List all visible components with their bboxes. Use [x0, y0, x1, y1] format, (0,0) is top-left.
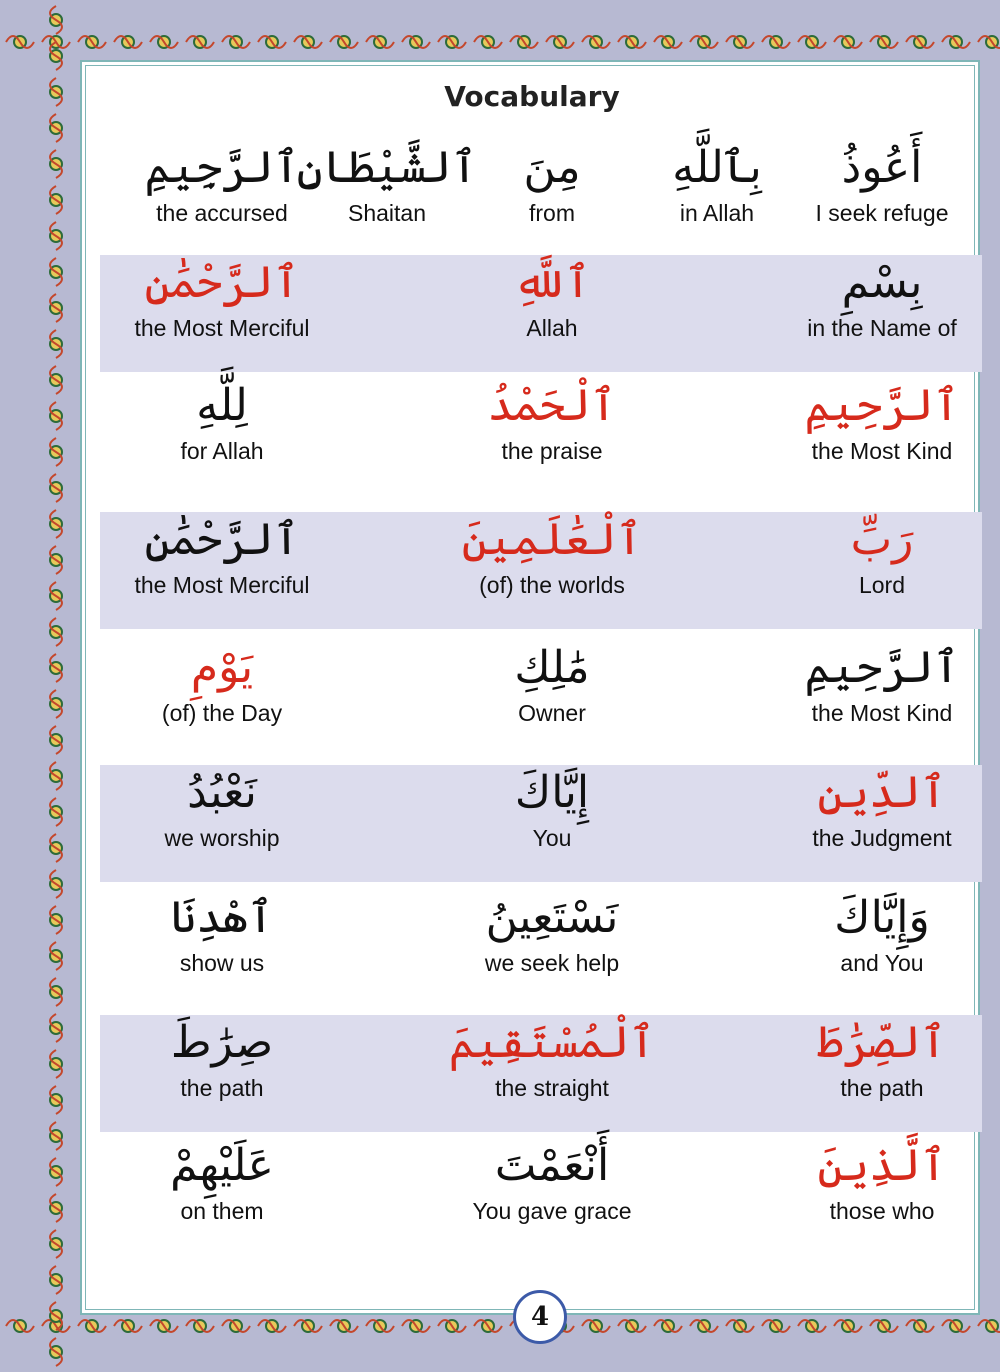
ornament-motif — [726, 1320, 754, 1332]
arabic-word: ٱلرَّحِيمِ — [804, 380, 960, 431]
arabic-word: ٱلشَّيْطَانِ — [296, 142, 478, 193]
english-meaning: Lord — [858, 572, 906, 598]
english-meaning: the path — [180, 1075, 264, 1101]
english-meaning: the Most Kind — [811, 438, 953, 464]
vocab-item — [442, 763, 662, 852]
ornament-motif — [978, 36, 1000, 48]
english-meaning: Shaitan — [347, 200, 426, 226]
vocab-item — [772, 888, 992, 977]
vocab-item — [772, 510, 992, 599]
arabic-word: ٱلرَّحِيمِ — [804, 642, 960, 693]
ornament-motif — [50, 402, 62, 430]
ornament-motif — [50, 294, 62, 322]
vocab-item — [442, 1136, 662, 1225]
english-meaning: on them — [180, 1198, 264, 1224]
ornament-motif — [330, 1320, 358, 1332]
english-meaning: the Most Kind — [811, 700, 953, 726]
vocab-item — [772, 638, 992, 727]
arabic-word: صِرَٰطَ — [170, 1017, 274, 1068]
arabic-word: ٱهْدِنَا — [170, 892, 274, 943]
ornament-motif — [50, 1050, 62, 1078]
arabic-word: ٱللَّهِ — [513, 257, 591, 308]
ornament-motif — [50, 1230, 62, 1258]
ornament-motif — [6, 36, 34, 48]
ornament-motif — [366, 1320, 394, 1332]
page-title: Vocabulary — [444, 80, 620, 113]
english-meaning: the path — [840, 1075, 924, 1101]
arabic-word: بِٱللَّهِ — [672, 142, 762, 193]
ornament-motif — [690, 1320, 718, 1332]
english-meaning: those who — [829, 1198, 935, 1224]
ornament-motif — [978, 1320, 1000, 1332]
english-meaning: You gave grace — [472, 1198, 632, 1224]
ornament-motif — [222, 36, 250, 48]
ornament-motif — [150, 36, 178, 48]
arabic-word: ٱلدِّينِ — [817, 767, 947, 818]
arabic-word: ٱلْحَمْدُ — [487, 380, 617, 431]
arabic-word: مَٰلِكِ — [514, 642, 590, 693]
ornament-motif — [402, 36, 430, 48]
ornament-motif — [186, 1320, 214, 1332]
ornament-motif — [50, 798, 62, 826]
ornament-motif — [50, 726, 62, 754]
ornament-motif — [546, 36, 574, 48]
ornament-motif — [870, 1320, 898, 1332]
ornament-motif — [510, 36, 538, 48]
arabic-word: لِلَّهِ — [196, 380, 248, 431]
ornament-motif — [762, 36, 790, 48]
ornament-motif — [50, 78, 62, 106]
vocab-item — [112, 888, 332, 977]
ornament-motif — [942, 1320, 970, 1332]
arabic-word: بِسْمِ — [841, 257, 923, 308]
english-meaning: in the Name of — [807, 315, 957, 341]
ornament-motif — [906, 36, 934, 48]
english-meaning: the Most Merciful — [134, 315, 310, 341]
vocab-item — [112, 763, 332, 852]
ornament-motif — [762, 1320, 790, 1332]
vocab-item — [442, 253, 662, 342]
ornament-motif — [474, 36, 502, 48]
ornament-motif — [114, 1320, 142, 1332]
ornament-motif — [50, 690, 62, 718]
page-number: 4 — [513, 1290, 567, 1344]
ornament-motif — [50, 474, 62, 502]
arabic-word: أَعُوذُ — [841, 142, 923, 193]
ornament-motif — [906, 1320, 934, 1332]
ornament-motif — [258, 1320, 286, 1332]
ornament-motif — [50, 330, 62, 358]
vocab-item — [772, 1013, 992, 1102]
ornament-motif — [50, 762, 62, 790]
english-meaning: we seek help — [484, 950, 620, 976]
ornament-motif — [78, 36, 106, 48]
arabic-word: رَبِّ — [850, 514, 914, 565]
english-meaning: the Most Merciful — [134, 572, 310, 598]
vocab-item — [442, 1013, 662, 1102]
ornament-motif — [50, 1086, 62, 1114]
arabic-word: ٱلْمُسْتَقِيمَ — [448, 1017, 656, 1068]
ornament-motif — [50, 1122, 62, 1150]
vocab-item — [112, 510, 332, 599]
vocab-item — [772, 376, 992, 465]
vocabulary-page — [80, 60, 980, 1315]
english-meaning: Owner — [518, 700, 586, 726]
ornament-motif — [50, 834, 62, 862]
ornament-motif — [222, 1320, 250, 1332]
ornament-motif — [870, 36, 898, 48]
ornament-motif — [186, 36, 214, 48]
ornament-motif — [50, 510, 62, 538]
english-meaning: for Allah — [180, 438, 264, 464]
ornament-motif — [50, 114, 62, 142]
arabic-word: وَإِيَّاكَ — [834, 892, 930, 943]
ornament-motif — [618, 36, 646, 48]
english-meaning: Allah — [526, 315, 578, 341]
ornament-motif — [50, 258, 62, 286]
ornament-motif — [834, 1320, 862, 1332]
vocab-item — [112, 1136, 332, 1225]
ornament-motif — [294, 1320, 322, 1332]
ornament-motif — [50, 906, 62, 934]
ornament-motif — [50, 150, 62, 178]
english-meaning: in Allah — [679, 200, 755, 226]
ornament-motif — [50, 978, 62, 1006]
ornament-motif — [50, 942, 62, 970]
arabic-word: نَسْتَعِينُ — [485, 892, 619, 943]
ornament-motif — [582, 1320, 610, 1332]
ornament-motif — [50, 1194, 62, 1222]
vocab-item — [442, 376, 662, 465]
english-meaning: and You — [840, 950, 924, 976]
ornament-motif — [942, 36, 970, 48]
ornament-motif — [78, 1320, 106, 1332]
vocab-item — [112, 376, 332, 465]
english-meaning: we worship — [164, 825, 280, 851]
ornament-motif — [438, 1320, 466, 1332]
ornament-motif — [294, 36, 322, 48]
arabic-word: ٱلْعَٰلَمِينَ — [461, 514, 643, 565]
ornament-motif — [150, 1320, 178, 1332]
ornament-motif — [50, 222, 62, 250]
ornament-motif — [50, 1014, 62, 1042]
arabic-word: عَلَيْهِمْ — [170, 1140, 274, 1191]
vocab-item — [442, 888, 662, 977]
ornament-motif — [330, 36, 358, 48]
ornament-motif — [690, 36, 718, 48]
english-meaning: the Judgment — [812, 825, 952, 851]
left-ornament-border — [36, 0, 76, 1372]
ornament-motif — [114, 36, 142, 48]
ornament-motif — [654, 36, 682, 48]
ornament-motif — [50, 1266, 62, 1294]
arabic-word: ٱلرَّحْمَٰنِ — [144, 514, 300, 565]
arabic-word: ٱلَّذِينَ — [817, 1140, 947, 1191]
ornament-motif — [50, 366, 62, 394]
ornament-motif — [50, 186, 62, 214]
vocab-item — [112, 1013, 332, 1102]
vocab-item — [442, 638, 662, 727]
english-meaning: I seek refuge — [815, 200, 949, 226]
arabic-word: ٱلرَّجِيمِ — [144, 142, 300, 193]
vocab-item — [442, 510, 662, 599]
vocab-item — [772, 1136, 992, 1225]
ornament-motif — [834, 36, 862, 48]
ornament-motif — [50, 1302, 62, 1330]
ornament-motif — [50, 582, 62, 610]
ornament-motif — [50, 438, 62, 466]
english-meaning: from — [529, 200, 575, 226]
ornament-motif — [50, 42, 62, 70]
ornament-motif — [6, 1320, 34, 1332]
arabic-word: يَوْمِ — [190, 642, 254, 693]
ornament-motif — [258, 36, 286, 48]
english-meaning: the straight — [495, 1075, 609, 1101]
ornament-motif — [726, 36, 754, 48]
ornament-motif — [618, 1320, 646, 1332]
arabic-word: ٱلرَّحْمَٰنِ — [144, 257, 300, 308]
ornament-motif — [50, 6, 62, 34]
english-meaning: (of) the worlds — [479, 572, 625, 598]
top-ornament-border — [0, 24, 1000, 60]
vocab-item — [112, 253, 332, 342]
english-meaning: show us — [179, 950, 265, 976]
arabic-word: نَعْبُدُ — [187, 767, 257, 818]
ornament-motif — [50, 546, 62, 574]
ornament-motif — [50, 618, 62, 646]
english-meaning: the praise — [501, 438, 603, 464]
vocab-item — [772, 763, 992, 852]
english-meaning: You — [532, 825, 572, 851]
arabic-word: أَنْعَمْتَ — [494, 1140, 610, 1191]
ornament-motif — [654, 1320, 682, 1332]
english-meaning: the accursed — [156, 200, 288, 226]
ornament-motif — [582, 36, 610, 48]
arabic-word: إِيَّاكَ — [514, 767, 590, 818]
ornament-motif — [50, 870, 62, 898]
vocab-item — [112, 638, 332, 727]
english-meaning: (of) the Day — [161, 700, 283, 726]
arabic-word: ٱلصِّرَٰطَ — [817, 1017, 947, 1068]
ornament-motif — [50, 1338, 62, 1366]
vocab-item — [112, 138, 332, 227]
ornament-motif — [50, 1158, 62, 1186]
ornament-motif — [798, 36, 826, 48]
ornament-motif — [798, 1320, 826, 1332]
ornament-motif — [438, 36, 466, 48]
ornament-motif — [402, 1320, 430, 1332]
ornament-motif — [50, 654, 62, 682]
ornament-motif — [474, 1320, 502, 1332]
vocab-item — [772, 253, 992, 342]
ornament-motif — [366, 36, 394, 48]
arabic-word: مِنَ — [523, 142, 581, 193]
